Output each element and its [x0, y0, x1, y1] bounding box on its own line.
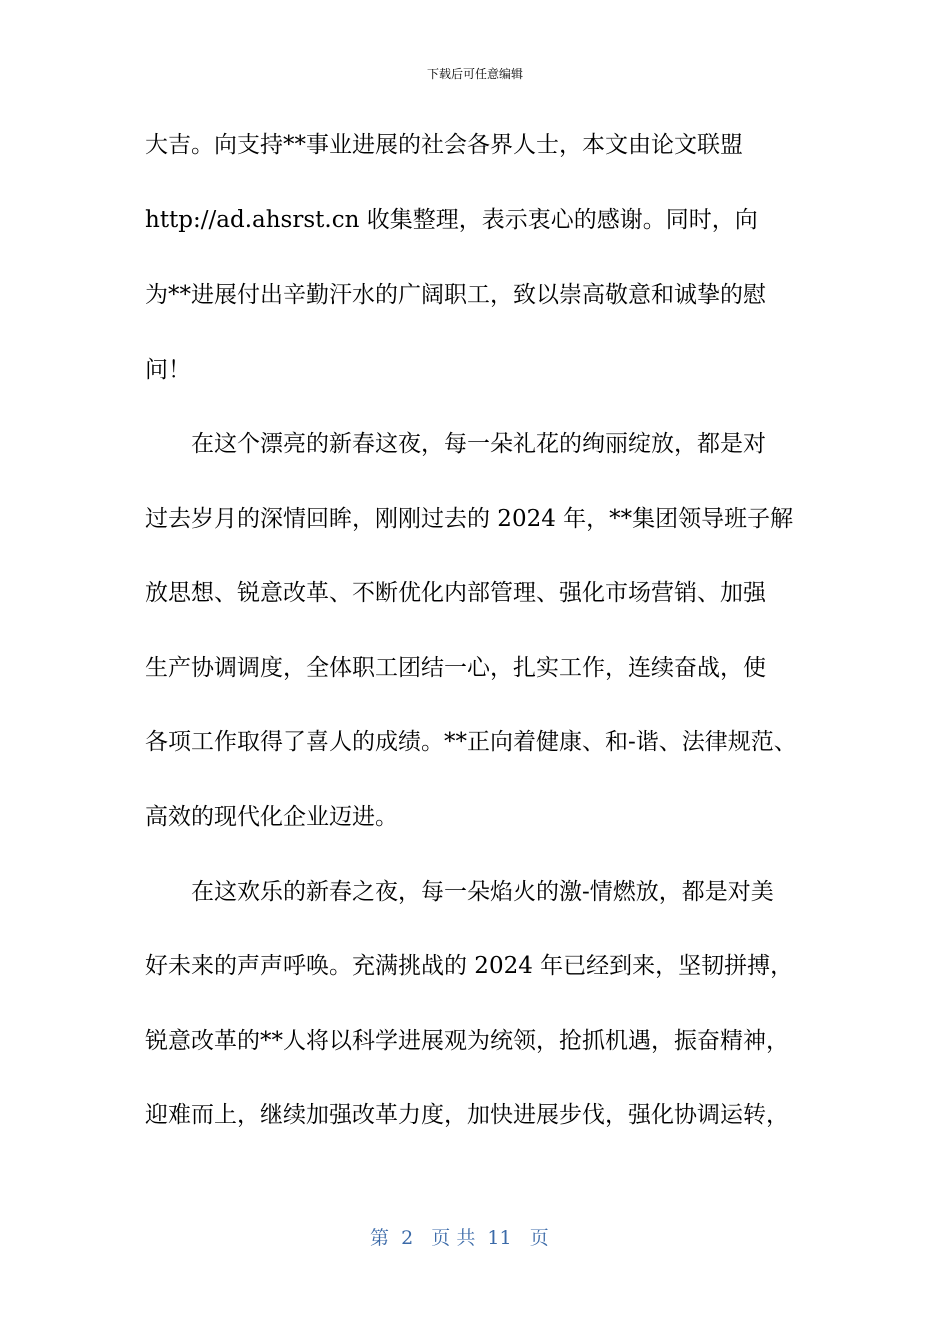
body-line-2: http://ad.ahsrst.cn 收集整理，表示衷心的感谢。同时，向: [145, 207, 758, 233]
body-line-4: 问！: [145, 357, 191, 383]
body-line-6: 过去岁月的深情回眸，刚刚过去的 2024 年，**集团领导班子解: [145, 506, 794, 532]
page-header: 下载后可任意编辑: [426, 67, 523, 81]
body-line-7: 放思想、锐意改革、不断优化内部管理、强化市场营销、加强: [145, 580, 766, 606]
body-line-11: 在这欢乐的新春之夜，每一朵焰火的激-情燃放，都是对美: [145, 879, 774, 905]
body-line-10: 高效的现代化企业迈进。: [145, 804, 398, 830]
body-line-5: 在这个漂亮的新春这夜，每一朵礼花的绚丽绽放，都是对: [145, 431, 766, 457]
body-line-14: 迎难而上，继续加强改革力度，加快进展步伐，强化协调运转，: [145, 1102, 789, 1128]
body-line-9: 各项工作取得了喜人的成绩。**正向着健康、和-谐、法律规范、: [145, 729, 797, 755]
body-line-12: 好未来的声声呼唤。充满挑战的 2024 年已经到来，坚韧拼搏，: [145, 953, 794, 979]
body-line-1: 大吉。向支持**事业进展的社会各界人士，本文由论文联盟: [145, 132, 743, 158]
body-line-8: 生产协调调度，全体职工团结一心，扎实工作，连续奋战，使: [145, 655, 766, 681]
body-line-13: 锐意改革的**人将以科学进展观为统领，抢抓机遇，振奋精神，: [145, 1028, 789, 1054]
page-number-footer: 第 2 页 共 11 页: [370, 1227, 549, 1249]
body-line-3: 为**进展付出辛勤汗水的广阔职工，致以崇高敬意和诚挚的慰: [145, 282, 766, 308]
